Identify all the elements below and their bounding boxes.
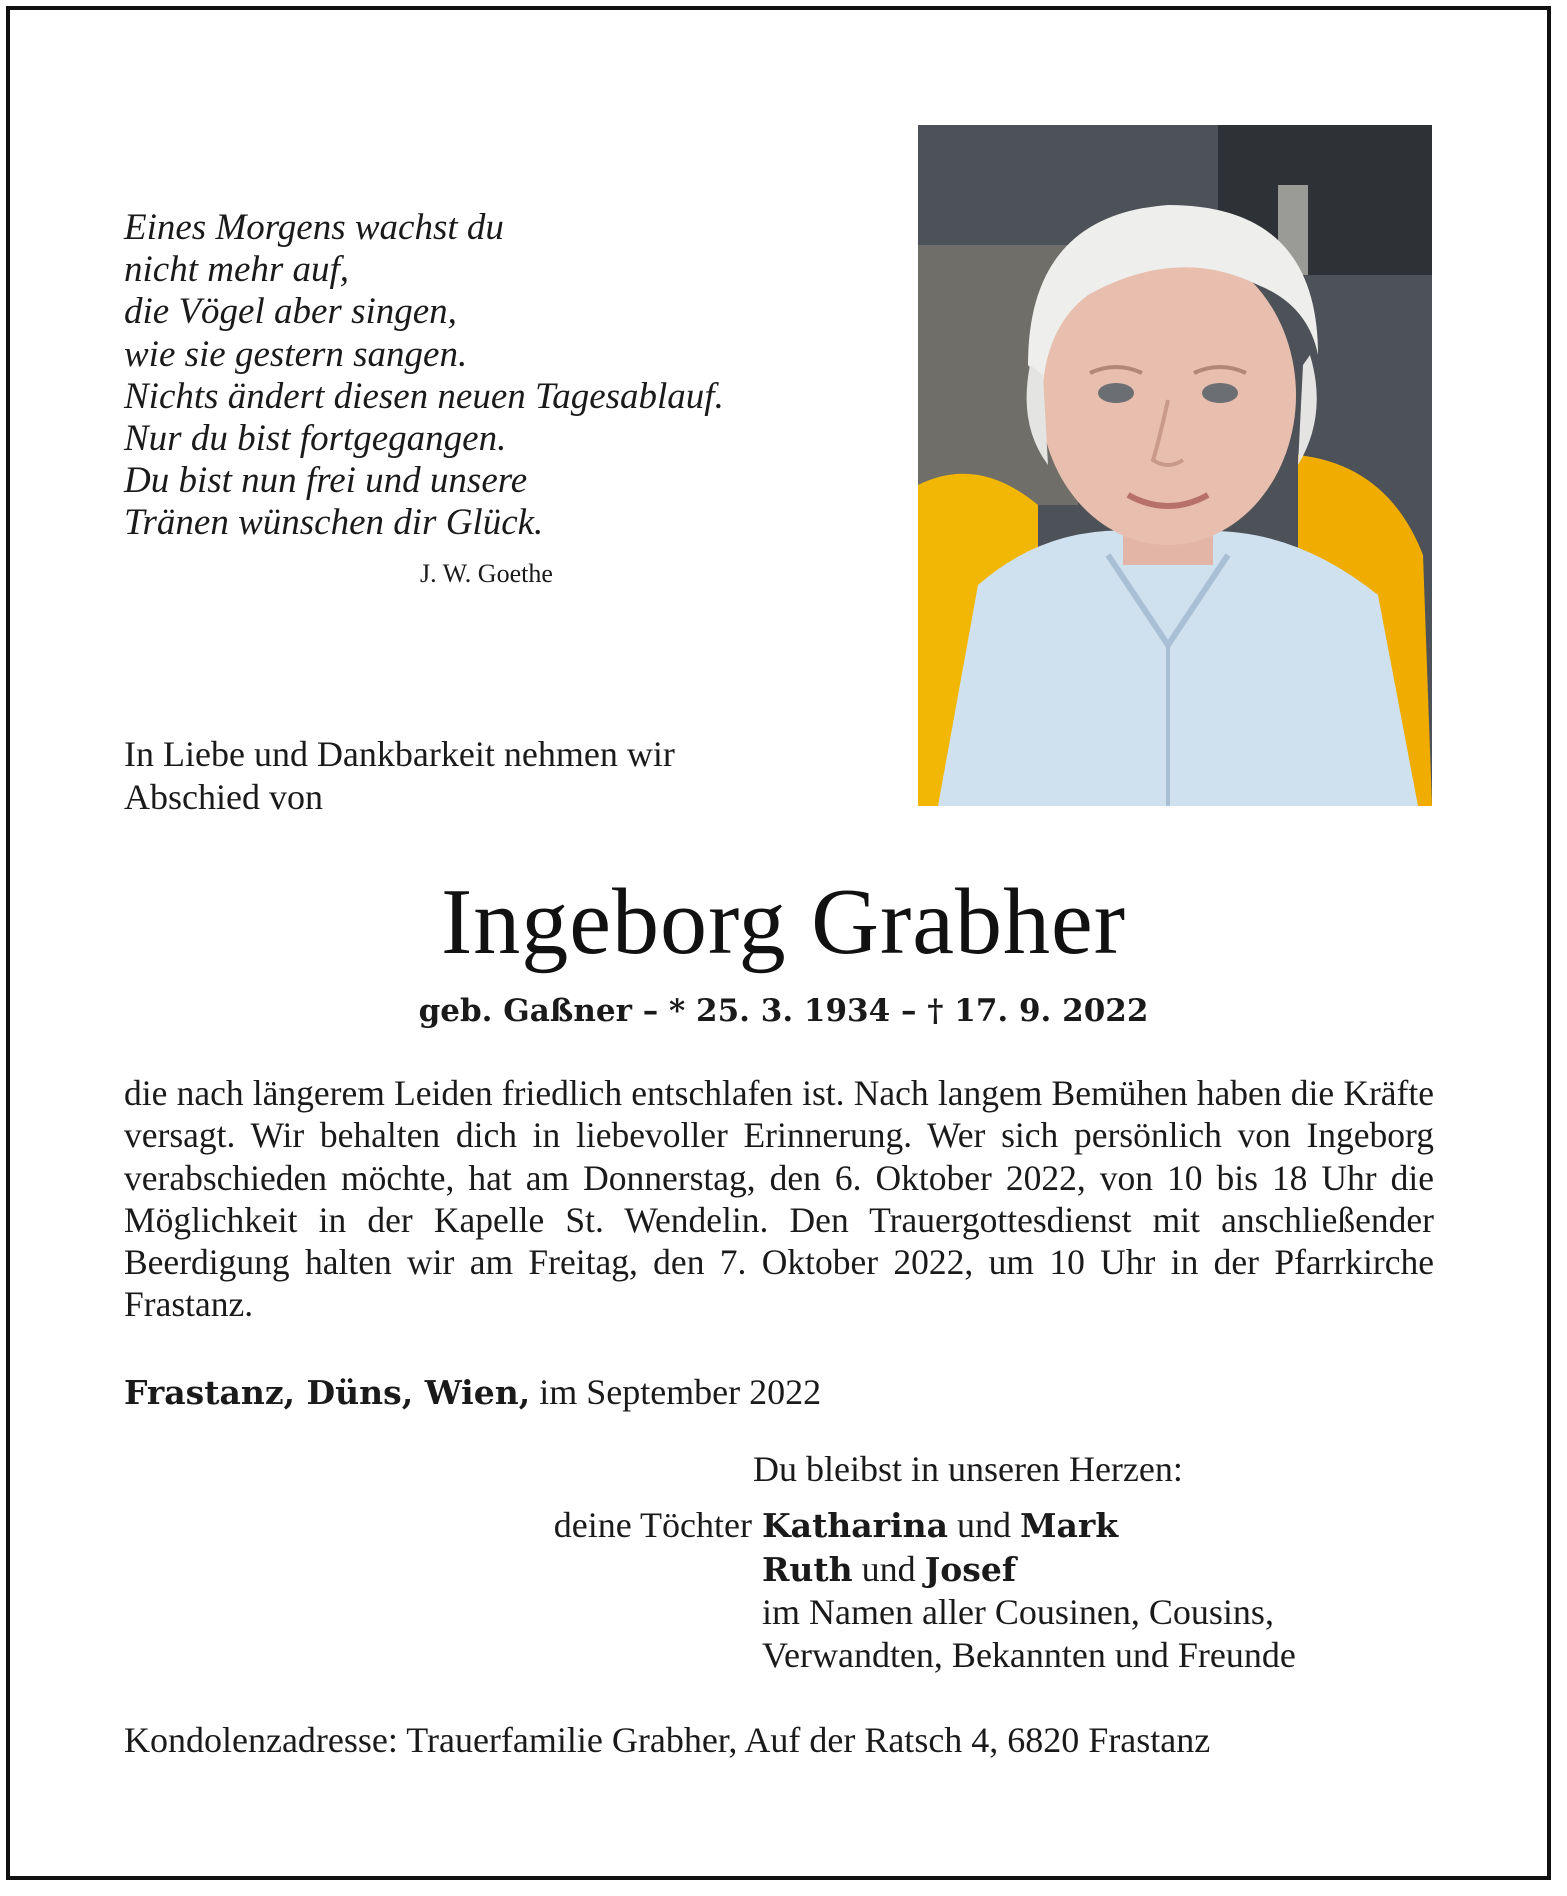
family-signatures bbox=[490, 1504, 1296, 1676]
place-and-date bbox=[124, 1371, 821, 1413]
family-conjunction: und bbox=[947, 1505, 1020, 1545]
family-role: deine Töchter bbox=[553, 1505, 752, 1545]
poem-line: Nur du bist fortgegangen. bbox=[124, 418, 507, 460]
family-conjunction: und bbox=[852, 1548, 925, 1589]
birth-death-dates: geb. Gaßner – * 25. 3. 1934 – † 17. 9. 2022 bbox=[418, 993, 1149, 1029]
family-couple-2 bbox=[762, 1548, 1296, 1592]
farewell-line: Abschied von bbox=[124, 777, 323, 817]
obituary-text: die nach längerem Leiden friedlich entschlafen ist. Nach langem Bemühen haben die Kräfte versagt. Wir behalten dich in liebevoller Erinnerung. Wer sich persönlich von Ingeborg verabschieden möchte, hat am Donnerstag, den 6. Oktober 2022, von 10 bis 18 Uhr die Möglichkeit in der Kapelle St. Wendelin. Den Trauergottesdienst mit anschließender Beerdigung halten wir am Freitag, den 7. Oktober 2022, um 10 Uhr in der Pfarrkirche Frastanz. bbox=[124, 1073, 1434, 1325]
family-member: Mark bbox=[1019, 1506, 1119, 1545]
poem-line: Du bist nun frei und unsere bbox=[124, 460, 528, 502]
place-date: im September 2022 bbox=[530, 1372, 822, 1412]
family-member: Ruth bbox=[762, 1549, 853, 1589]
place-towns: Frastanz, Düns, Wien, bbox=[124, 1373, 531, 1412]
poem-line: Tränen wünschen dir Glück. bbox=[124, 502, 544, 544]
family-couple-1 bbox=[762, 1504, 1296, 1548]
poem-line: wie sie gestern sangen. bbox=[124, 333, 468, 375]
signoff-line: Du bleibst in unseren Herzen: bbox=[753, 1449, 1183, 1489]
poem-line: nicht mehr auf, bbox=[124, 249, 350, 291]
family-member: Katharina bbox=[762, 1506, 948, 1545]
poem-line: Eines Morgens wachst du bbox=[124, 207, 504, 248]
poem-line: Nichts ändert diesen neuen Tagesablauf. bbox=[124, 375, 724, 417]
poem bbox=[124, 207, 724, 545]
portrait-illustration bbox=[918, 125, 1432, 806]
deceased-name: Ingeborg Grabher bbox=[440, 870, 1127, 974]
poem-line: die Vögel aber singen, bbox=[124, 291, 457, 333]
condolence-address: Kondolenzadresse: Trauerfamilie Grabher, Auf der Ratsch 4, 6820 Frastanz bbox=[124, 1720, 1211, 1760]
family-extended-line: Verwandten, Bekannten und Freunde bbox=[762, 1634, 1296, 1675]
farewell-intro bbox=[124, 733, 675, 819]
portrait-photo bbox=[918, 125, 1432, 806]
farewell-line: In Liebe und Dankbarkeit nehmen wir bbox=[124, 734, 675, 774]
family-member: Josef bbox=[924, 1549, 1017, 1589]
poem-author: J. W. Goethe bbox=[420, 559, 553, 588]
family-extended-line: im Namen aller Cousinen, Cousins, bbox=[762, 1592, 1274, 1632]
